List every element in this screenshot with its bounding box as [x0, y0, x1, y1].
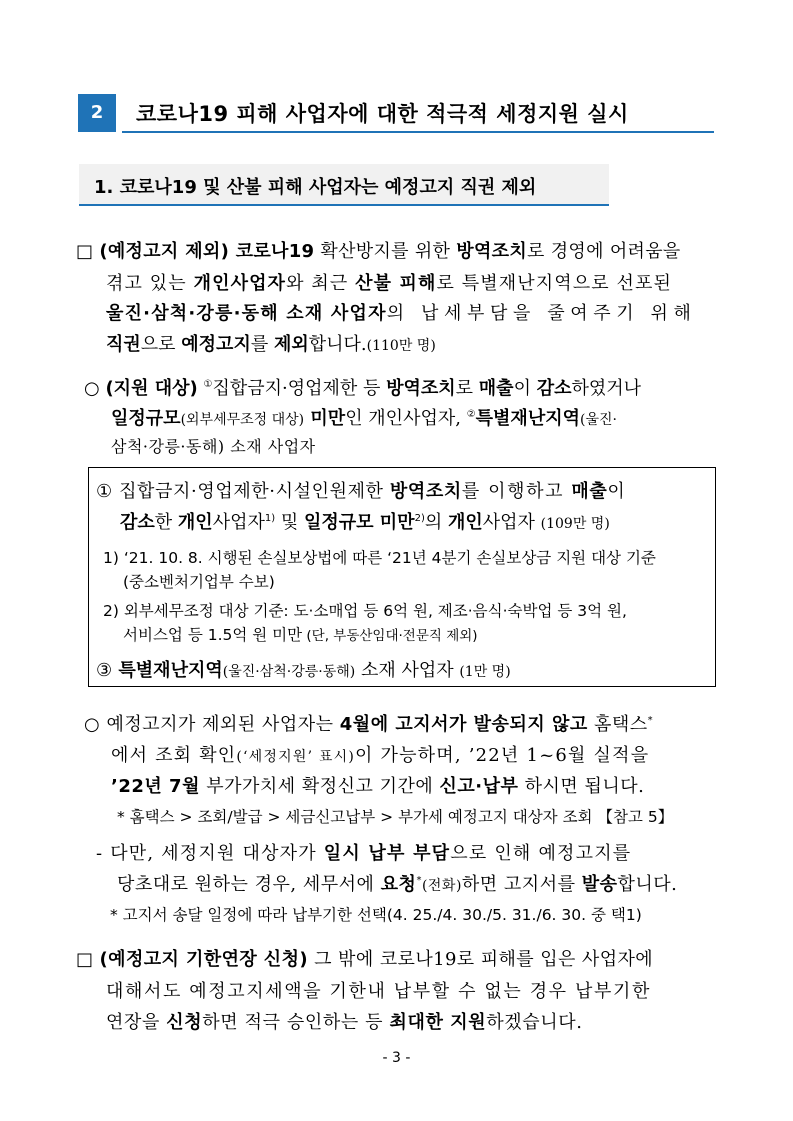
- footnote-2: 2) 외부세무조정 대상 기준: 도·소매업 등 6억 원, 제조·음식·숙박업 등 3억 원,: [103, 602, 627, 620]
- sec1-line-3: 울진·삼척·강릉·동해 소재 사업자의 납세부담을 줄여주기 위해: [106, 303, 697, 324]
- box-row-2: 감소한 개인사업자$^{1)}$ 및 일정규모 미만$^{2)}$의 개인사업자 (109만 명): [120, 512, 610, 533]
- sec1-line-2: 겪고 있는 개인사업자와 최근 산불 피해로 특별재난지역으로 선포된: [106, 273, 672, 294]
- sec1-line-4: 직권으로 예정고지를 제외합니다.(110만 명): [106, 334, 436, 355]
- footnote-2-cont: 서비스업 등 1.5억 원 미만 (단, 부동산임대·전문직 제외): [123, 626, 478, 644]
- circle-bullet-icon: ○: [84, 714, 101, 735]
- target-line-1: ○ (지원 대상) ①집합금지·영업제한 등 방역조치로 매출이 감소하였거나: [84, 378, 642, 399]
- footnote-1: 1) ‘21. 10. 8. 시행된 손실보상법에 따른 ‘21년 4분기 손실보상금 지원 대상 기준: [103, 549, 656, 567]
- square-bullet-icon: □: [76, 949, 94, 970]
- target-line-2: 일정규모(외부세무조정 대상) 미만인 개인사업자, ②특별재난지역(울진·: [111, 408, 617, 429]
- page-number: - 3 -: [382, 1050, 411, 1066]
- schedule-note: * 고지서 송달 일정에 따라 납부기한 선택(4. 25./4. 30./5. 31./6. 30. 중 택1): [110, 906, 642, 924]
- notice-line-2: 에서 조회 확인(‘세정지원’ 표시)이 가능하며, ’22년 1~6월 실적을: [111, 745, 650, 766]
- footnote-1-cont: (중소벤처기업부 수보): [123, 573, 275, 591]
- sec2-line-1: □ (예정고지 기한연장 신청) 그 밖에 코로나19로 피해를 입은 사업자에: [76, 949, 654, 970]
- hometax-note: * 홈택스 > 조회/발급 > 세금신고납부 > 부가세 예정고지 대상자 조회 【참고 5】: [117, 808, 674, 826]
- square-bullet-icon: □: [76, 241, 94, 262]
- dash-line-2: 당초대로 원하는 경우, 세무서에 요청*(전화)하면 고지서를 발송합니다.: [117, 874, 678, 895]
- notice-line-3: ’22년 7월 부가가치세 확정신고 기간에 신고·납부 하시면 됩니다.: [111, 776, 645, 797]
- sec2-line-2: 대해서도 예정고지세액을 기한내 납부할 수 없는 경우 납부기한: [106, 981, 651, 1002]
- target-line-3: 삼척·강릉·동해) 소재 사업자: [111, 437, 316, 456]
- box-row-3: ③ 특별재난지역(울진·삼척·강릉·동해) 소재 사업자 (1만 명): [96, 660, 511, 681]
- box-row-1: ① 집합금지·영업제한·시설인원제한 방역조치를 이행하고 매출이: [96, 481, 626, 502]
- sec2-line-3: 연장을 신청하면 적극 승인하는 등 최대한 지원하겠습니다.: [106, 1012, 583, 1033]
- notice-line-1: ○ 예정고지가 제외된 사업자는 4월에 고지서가 발송되지 않고 홈택스*: [84, 714, 654, 735]
- page-title: 코로나19 피해 사업자에 대한 적극적 세정지원 실시: [136, 102, 629, 126]
- section-number-badge: 2: [78, 94, 116, 132]
- sec1-line-1: □ (예정고지 제외) 코로나19 확산방지를 위한 방역조치로 경영에 어려움을: [76, 241, 681, 262]
- title-underline: [122, 131, 714, 133]
- circle-bullet-icon: ○: [84, 378, 100, 399]
- subtitle: 1. 코로나19 및 산불 피해 사업자는 예정고지 직권 제외: [94, 177, 537, 198]
- dash-line-1: - 다만, 세정지원 대상자가 일시 납부 부담으로 인해 예정고지를: [96, 843, 632, 864]
